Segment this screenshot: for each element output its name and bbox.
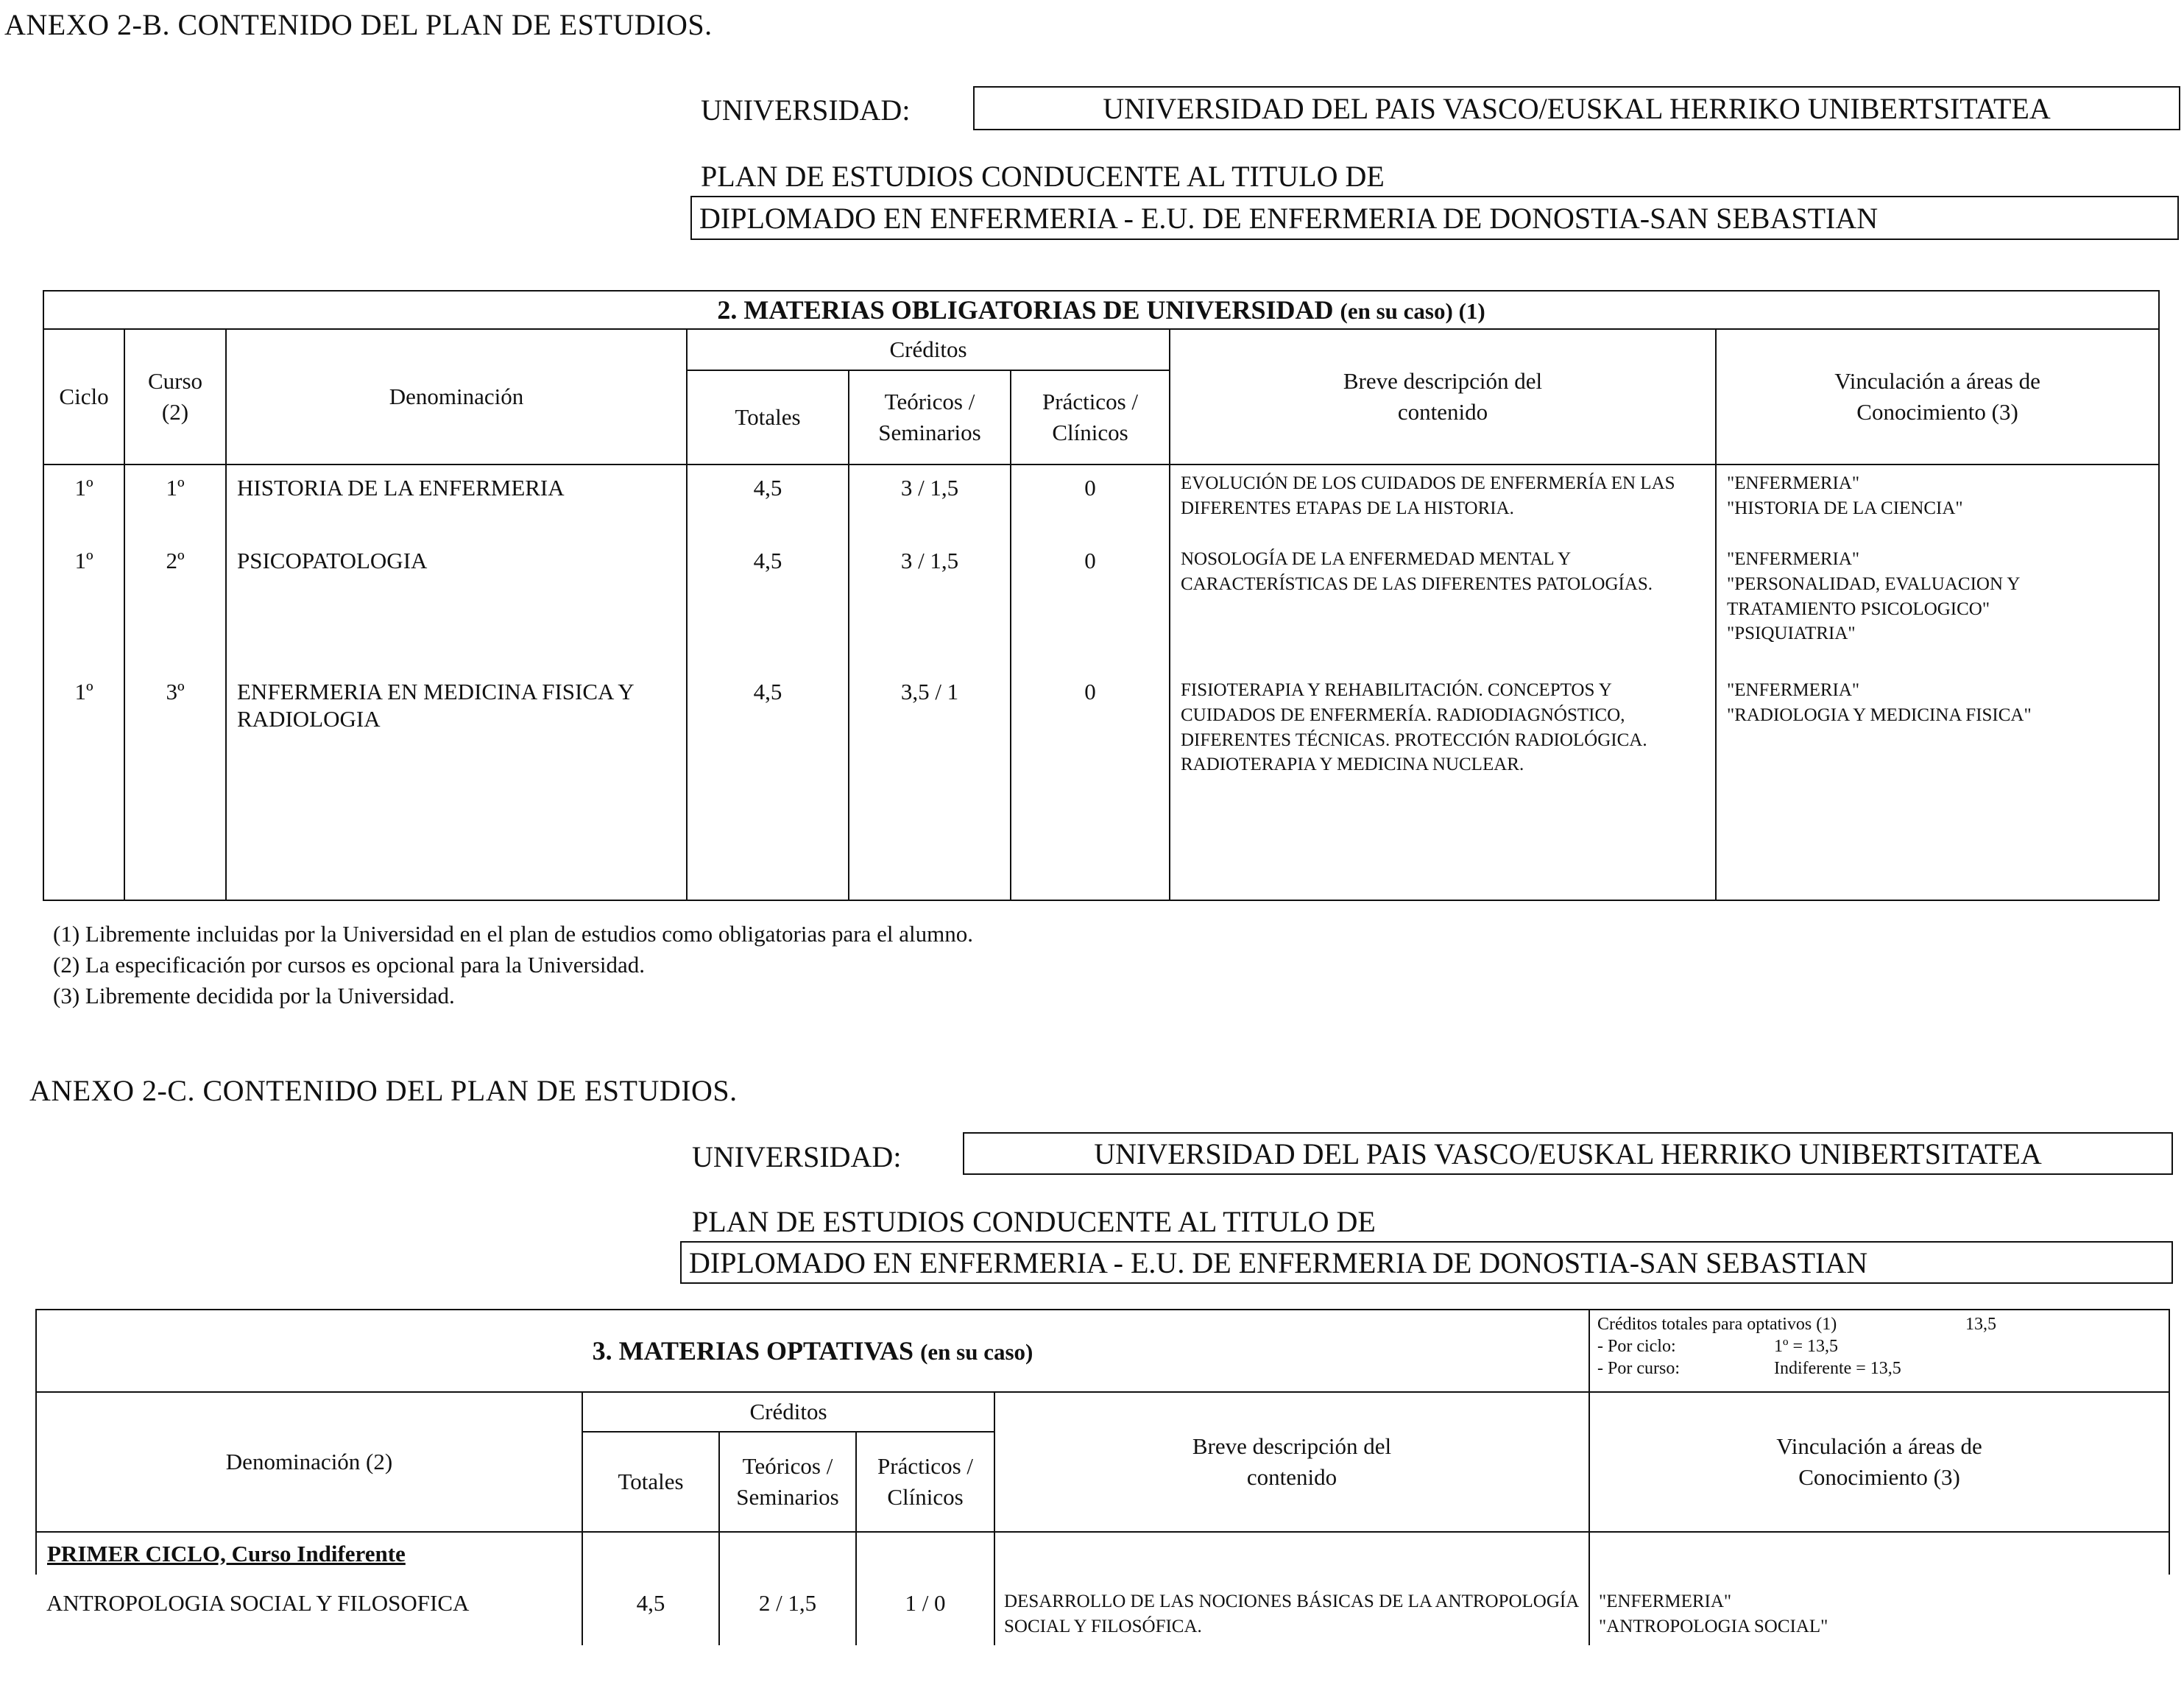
row-ciclo: 1º (43, 678, 124, 900)
row-teoricos: 3 / 1,5 (849, 547, 1011, 678)
header-vinculacion: Vinculación a áreas de Conocimiento (3) (1716, 329, 2159, 464)
annex-b-title: ANEXO 2-B. CONTENIDO DEL PLAN DE ESTUDIOS. (4, 8, 713, 41)
table-row (43, 547, 2159, 678)
annex-b-plan-box (690, 196, 2179, 240)
header-practicos: Prácticos / Clínicos (856, 1432, 994, 1532)
row-curso: 1º (124, 464, 226, 547)
annex-c-universidad-label: UNIVERSIDAD: (692, 1140, 902, 1173)
annex-b-universidad-label: UNIVERSIDAD: (701, 93, 911, 127)
row-vinculacion: "ENFERMERIA" "RADIOLOGIA Y MEDICINA FISICA" (1716, 678, 2159, 900)
header-creditos: Créditos (582, 1392, 994, 1432)
annex-c-universidad-value: UNIVERSIDAD DEL PAIS VASCO/EUSKAL HERRIKO UNIBERTSITATEA (1094, 1137, 2042, 1170)
row-practicos: 0 (1011, 547, 1170, 678)
row-denominacion: ANTROPOLOGIA SOCIAL Y FILOSOFICA (36, 1575, 582, 1645)
section-heading: PRIMER CICLO, Curso Indiferente (36, 1532, 582, 1575)
header-teoricos: Teóricos / Seminarios (719, 1432, 856, 1532)
row-teoricos: 3,5 / 1 (849, 678, 1011, 900)
header-practicos: Prácticos / Clínicos (1011, 370, 1170, 464)
annex-c-table (35, 1309, 2170, 1645)
table-row (36, 1575, 2169, 1645)
note-3: (3) Libremente decidida por la Universidad. (53, 983, 455, 1008)
note-1: (1) Libremente incluidas por la Universidad en el plan de estudios como obligatorias para el alumno. (53, 921, 973, 947)
row-descripcion: FISIOTERAPIA Y REHABILITACIÓN. CONCEPTOS Y CUIDADOS DE ENFERMERÍA. RADIODIAGNÓSTICO, DIFERENTES TÉCNICAS. PROTECCIÓN RADIOLÓGICA. RADIOTERAPIA Y MEDICINA NUCLEAR. (1170, 678, 1716, 900)
header-curso: Curso (2) (124, 329, 226, 464)
row-totales: 4,5 (687, 547, 849, 678)
row-teoricos: 3 / 1,5 (849, 464, 1011, 547)
row-denominacion: HISTORIA DE LA ENFERMERIA (226, 464, 687, 547)
header-totales: Totales (687, 370, 849, 464)
annex-c-universidad-box (963, 1132, 2173, 1175)
annex-c-table-caption: 3. MATERIAS OPTATIVAS (en su caso) (36, 1310, 1589, 1392)
table-row (43, 678, 2159, 900)
row-teoricos: 2 / 1,5 (719, 1575, 856, 1645)
creditos-totales-info: Créditos totales para optativos (1) 13,5 - Por ciclo: 1º = 13,5 - Por curso: Indiferente = 13,5 (1589, 1310, 2169, 1392)
header-denominacion: Denominación (2) (36, 1392, 582, 1532)
annex-c-title: ANEXO 2-C. CONTENIDO DEL PLAN DE ESTUDIOS. (29, 1074, 738, 1107)
row-curso: 2º (124, 547, 226, 678)
header-creditos: Créditos (687, 329, 1170, 370)
note-2: (2) La especificación por cursos es opcional para la Universidad. (53, 952, 645, 978)
row-totales: 4,5 (582, 1575, 719, 1645)
row-practicos: 1 / 0 (856, 1575, 994, 1645)
row-denominacion: PSICOPATOLOGIA (226, 547, 687, 678)
header-breve-descripcion: Breve descripción del contenido (1170, 329, 1716, 464)
row-vinculacion: "ENFERMERIA" "ANTROPOLOGIA SOCIAL" (1589, 1575, 2169, 1645)
row-denominacion: ENFERMERIA EN MEDICINA FISICA Y RADIOLOGIA (226, 678, 687, 900)
table-row (43, 464, 2159, 547)
header-teoricos: Teóricos / Seminarios (849, 370, 1011, 464)
annex-b-notes (53, 919, 973, 1011)
annex-b-table (43, 290, 2160, 901)
row-ciclo: 1º (43, 547, 124, 678)
header-ciclo: Ciclo (43, 329, 124, 464)
annex-c-plan-value: DIPLOMADO EN ENFERMERIA - E.U. DE ENFERMERIA DE DONOSTIA-SAN SEBASTIAN (689, 1246, 1868, 1279)
row-vinculacion: "ENFERMERIA" "PERSONALIDAD, EVALUACION Y TRATAMIENTO PSICOLOGICO" "PSIQUIATRIA" (1716, 547, 2159, 678)
annex-b-universidad-box (973, 86, 2180, 130)
annex-b-table-caption: 2. MATERIAS OBLIGATORIAS DE UNIVERSIDAD (en su caso) (1) (43, 291, 2159, 329)
row-practicos: 0 (1011, 678, 1170, 900)
header-vinculacion: Vinculación a áreas de Conocimiento (3) (1589, 1392, 2169, 1532)
row-descripcion: NOSOLOGÍA DE LA ENFERMEDAD MENTAL Y CARACTERÍSTICAS DE LAS DIFERENTES PATOLOGÍAS. (1170, 547, 1716, 678)
row-vinculacion: "ENFERMERIA" "HISTORIA DE LA CIENCIA" (1716, 464, 2159, 547)
annex-b-plan-label: PLAN DE ESTUDIOS CONDUCENTE AL TITULO DE (701, 160, 1385, 193)
annex-c-plan-label: PLAN DE ESTUDIOS CONDUCENTE AL TITULO DE (692, 1205, 1376, 1238)
annex-b-universidad-value: UNIVERSIDAD DEL PAIS VASCO/EUSKAL HERRIKO UNIBERTSITATEA (1103, 91, 2051, 125)
row-totales: 4,5 (687, 464, 849, 547)
row-practicos: 0 (1011, 464, 1170, 547)
annex-c-plan-box (680, 1241, 2173, 1284)
header-denominacion: Denominación (226, 329, 687, 464)
row-descripcion: DESARROLLO DE LAS NOCIONES BÁSICAS DE LA ANTROPOLOGÍA SOCIAL Y FILOSÓFICA. (994, 1575, 1589, 1645)
annex-b-plan-value: DIPLOMADO EN ENFERMERIA - E.U. DE ENFERMERIA DE DONOSTIA-SAN SEBASTIAN (699, 201, 1879, 235)
row-totales: 4,5 (687, 678, 849, 900)
row-descripcion: EVOLUCIÓN DE LOS CUIDADOS DE ENFERMERÍA EN LAS DIFERENTES ETAPAS DE LA HISTORIA. (1170, 464, 1716, 547)
row-ciclo: 1º (43, 464, 124, 547)
header-breve-descripcion: Breve descripción del contenido (994, 1392, 1589, 1532)
header-totales: Totales (582, 1432, 719, 1532)
row-curso: 3º (124, 678, 226, 900)
